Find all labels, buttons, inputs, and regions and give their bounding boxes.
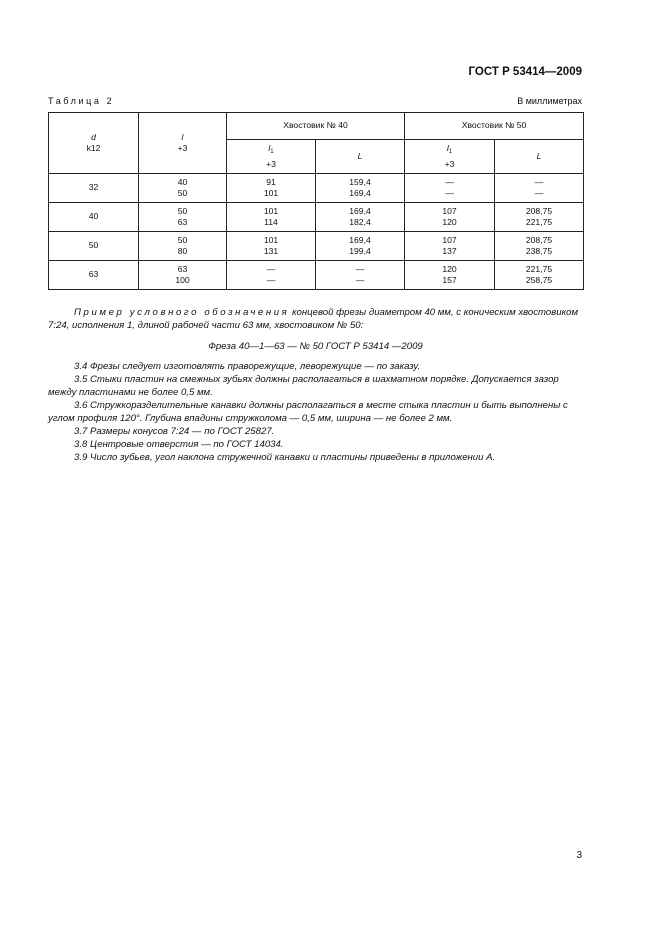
header-l1-50: $l_1$ +3 xyxy=(405,140,495,174)
cell-l: 50 63 xyxy=(139,203,227,232)
page-number: 3 xyxy=(576,850,582,861)
table-units: В миллиметрах xyxy=(517,96,582,106)
cell-d: 50 xyxy=(49,232,139,261)
cell-l1-50: — — xyxy=(405,174,495,203)
cell-L-50: 208,75 238,75 xyxy=(495,232,584,261)
cell-l1-40: 101 131 xyxy=(227,232,316,261)
example-lead: Пример условного обозначения xyxy=(74,307,290,318)
cell-L-40: — — xyxy=(316,261,405,290)
table-row xyxy=(49,174,584,203)
cell-L-40: 169,4 199,4 xyxy=(316,232,405,261)
example-designation: Фреза 40—1—63 — № 50 ГОСТ Р 53414 —2009 xyxy=(208,341,423,352)
clause-3-6: 3.6 Стружкоразделительные канавки должны располагаться в месте стыка пластин и быть выполнены с углом профиля 120°. Глубина впадины стружколома — 0,5 мм, ширина — не более 2 мм. xyxy=(48,400,568,424)
clause-3-7: 3.7 Размеры конусов 7:24 — по ГОСТ 25827. xyxy=(74,426,275,437)
table-row xyxy=(49,203,584,232)
cell-l: 50 80 xyxy=(139,232,227,261)
cell-L-50: 221,75 258,75 xyxy=(495,261,584,290)
clause-3-8: 3.8 Центровые отверстия — по ГОСТ 14034. xyxy=(74,439,284,450)
cell-L-50: 208,75 221,75 xyxy=(495,203,584,232)
cell-d: 32 xyxy=(49,174,139,203)
cell-l1-40: 91 101 xyxy=(227,174,316,203)
header-l1-40: $l_1$ +3 xyxy=(227,140,316,174)
header-d: d k12 xyxy=(49,113,139,174)
cell-l1-40: — — xyxy=(227,261,316,290)
header-shank-40: Хвостовик № 40 xyxy=(227,113,405,140)
standard-designation: ГОСТ Р 53414—2009 xyxy=(468,66,582,78)
cell-l1-50: 107 120 xyxy=(405,203,495,232)
header-L-40: L xyxy=(316,140,405,174)
cell-L-50: — — xyxy=(495,174,584,203)
cell-l1-50: 120 157 xyxy=(405,261,495,290)
cell-l1-50: 107 137 xyxy=(405,232,495,261)
cell-d: 63 xyxy=(49,261,139,290)
clause-3-4: 3.4 Фрезы следует изготовлять праворежущие, леворежущие — по заказу. xyxy=(74,361,421,372)
example-paragraph xyxy=(48,306,583,332)
cell-l: 40 50 xyxy=(139,174,227,203)
example-text: концевой фрезы диаметром 40 мм, с коническим хвостовиком 7:24, исполнения 1, длиной рабочей части 63 мм, хвостовиком № 50: xyxy=(48,307,579,331)
table-row xyxy=(49,261,584,290)
cell-l1-40: 101 114 xyxy=(227,203,316,232)
cell-l: 63 100 xyxy=(139,261,227,290)
header-shank-50: Хвостовик № 50 xyxy=(405,113,584,140)
clause-3-5: 3.5 Стыки пластин на смежных зубьях должны располагаться в шахматном порядке. Допускается зазор между пластинами не более 0,5 мм. xyxy=(48,374,559,398)
cell-L-40: 159,4 169,4 xyxy=(316,174,405,203)
header-l: l +3 xyxy=(139,113,227,174)
header-L-50: L xyxy=(495,140,584,174)
cell-L-40: 169,4 182,4 xyxy=(316,203,405,232)
table-row xyxy=(49,232,584,261)
cell-d: 40 xyxy=(49,203,139,232)
dimensions-table xyxy=(48,112,584,290)
clause-3-9: 3.9 Число зубьев, угол наклона стружечной канавки и пластины приведены в приложении А. xyxy=(74,452,496,463)
table-caption: Таблица 2 xyxy=(48,96,115,106)
